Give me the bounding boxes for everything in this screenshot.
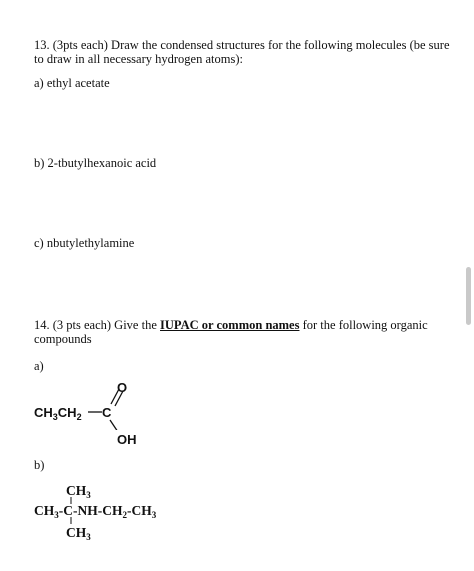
scrollbar-thumb[interactable] xyxy=(466,267,471,325)
structure-a-chain: $CH_3CH_2$ xyxy=(34,405,82,422)
question-13-item-b: b) 2-tbutylhexanoic acid xyxy=(34,156,157,170)
question-13-prompt: 13. (3pts each) Draw the condensed structures for the following molecules (be sure to draw in all necessary hydrogen atoms): xyxy=(34,38,450,66)
structure-a-carbon: C xyxy=(102,405,112,420)
iupac-emphasis: IUPAC or common names xyxy=(160,318,300,332)
structure-b-top-methyl: $CH_3$ xyxy=(66,483,91,500)
structure-b-bottom-methyl: $CH_3$ xyxy=(66,525,91,542)
structure-a-oxygen: O xyxy=(117,380,128,395)
structure-a-bonds xyxy=(88,380,138,430)
question-14-label-b: b) xyxy=(34,458,45,472)
question-14-label-a: a) xyxy=(34,359,44,373)
question-14-prompt: 14. (3 pts each) Give the IUPAC or common names for the following organic compounds xyxy=(34,318,428,346)
structure-a-hydroxyl: OH xyxy=(117,432,137,447)
question-13-item-c: c) nbutylethylamine xyxy=(34,236,135,250)
question-13-item-a: a) ethyl acetate xyxy=(34,76,110,90)
structure-b-main-chain: $CH_3-C-NH-CH_2-CH_3$ xyxy=(34,503,157,520)
